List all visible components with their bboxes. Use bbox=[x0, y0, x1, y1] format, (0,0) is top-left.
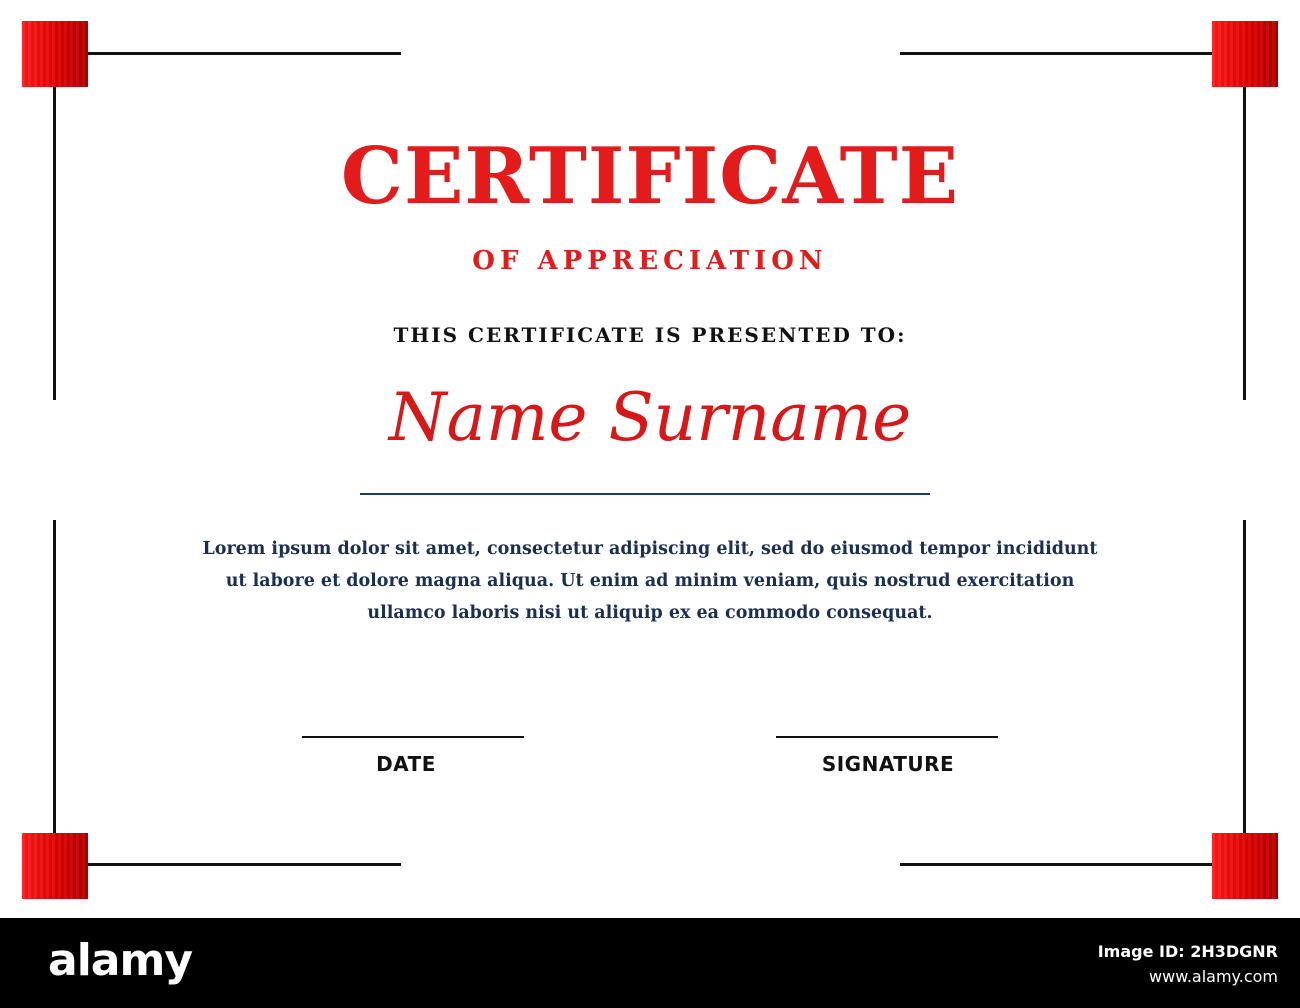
frame-left-lower-line bbox=[53, 520, 56, 866]
frame-left-upper-line bbox=[53, 52, 56, 400]
corner-square-bottom-left bbox=[22, 833, 88, 899]
corner-square-bottom-right bbox=[1212, 833, 1278, 899]
recipient-name: Name Surname bbox=[388, 379, 912, 456]
certificate-title: CERTIFICATE bbox=[340, 131, 960, 222]
date-label: DATE bbox=[376, 752, 436, 776]
frame-top-right-line bbox=[900, 52, 1245, 55]
frame-right-upper-line bbox=[1243, 52, 1246, 400]
corner-square-top-left bbox=[22, 21, 88, 87]
footer-info bbox=[1098, 942, 1278, 986]
presented-to-heading: THIS CERTIFICATE IS PRESENTED TO: bbox=[393, 323, 907, 347]
certificate-subtitle: OF APPRECIATION bbox=[472, 246, 828, 276]
stock-footer-bar bbox=[0, 918, 1300, 1008]
frame-bottom-left-line bbox=[55, 863, 401, 866]
brand-logo: alamy bbox=[48, 935, 192, 986]
name-underline bbox=[360, 493, 930, 495]
date-line bbox=[302, 736, 524, 738]
image-id-text: Image ID: 2H3DGNR bbox=[1097, 942, 1278, 961]
corner-square-top-right bbox=[1212, 21, 1278, 87]
frame-right-lower-line bbox=[1243, 520, 1246, 866]
signature-label: SIGNATURE bbox=[821, 752, 955, 776]
frame-bottom-right-line bbox=[900, 863, 1245, 866]
signature-line bbox=[776, 736, 998, 738]
frame-top-left-line bbox=[55, 52, 401, 55]
footer-url-text: www.alamy.com bbox=[1149, 967, 1278, 986]
certificate-body-text: Lorem ipsum dolor sit amet, consectetur adipiscing elit, sed do eiusmod tempor incididunt ut labore et dolore magna aliqua. Ut enim ad minim veniam, quis nostrud exercitation ullamco laboris nisi ut aliquip ex ea commodo consequat. bbox=[202, 539, 1098, 623]
